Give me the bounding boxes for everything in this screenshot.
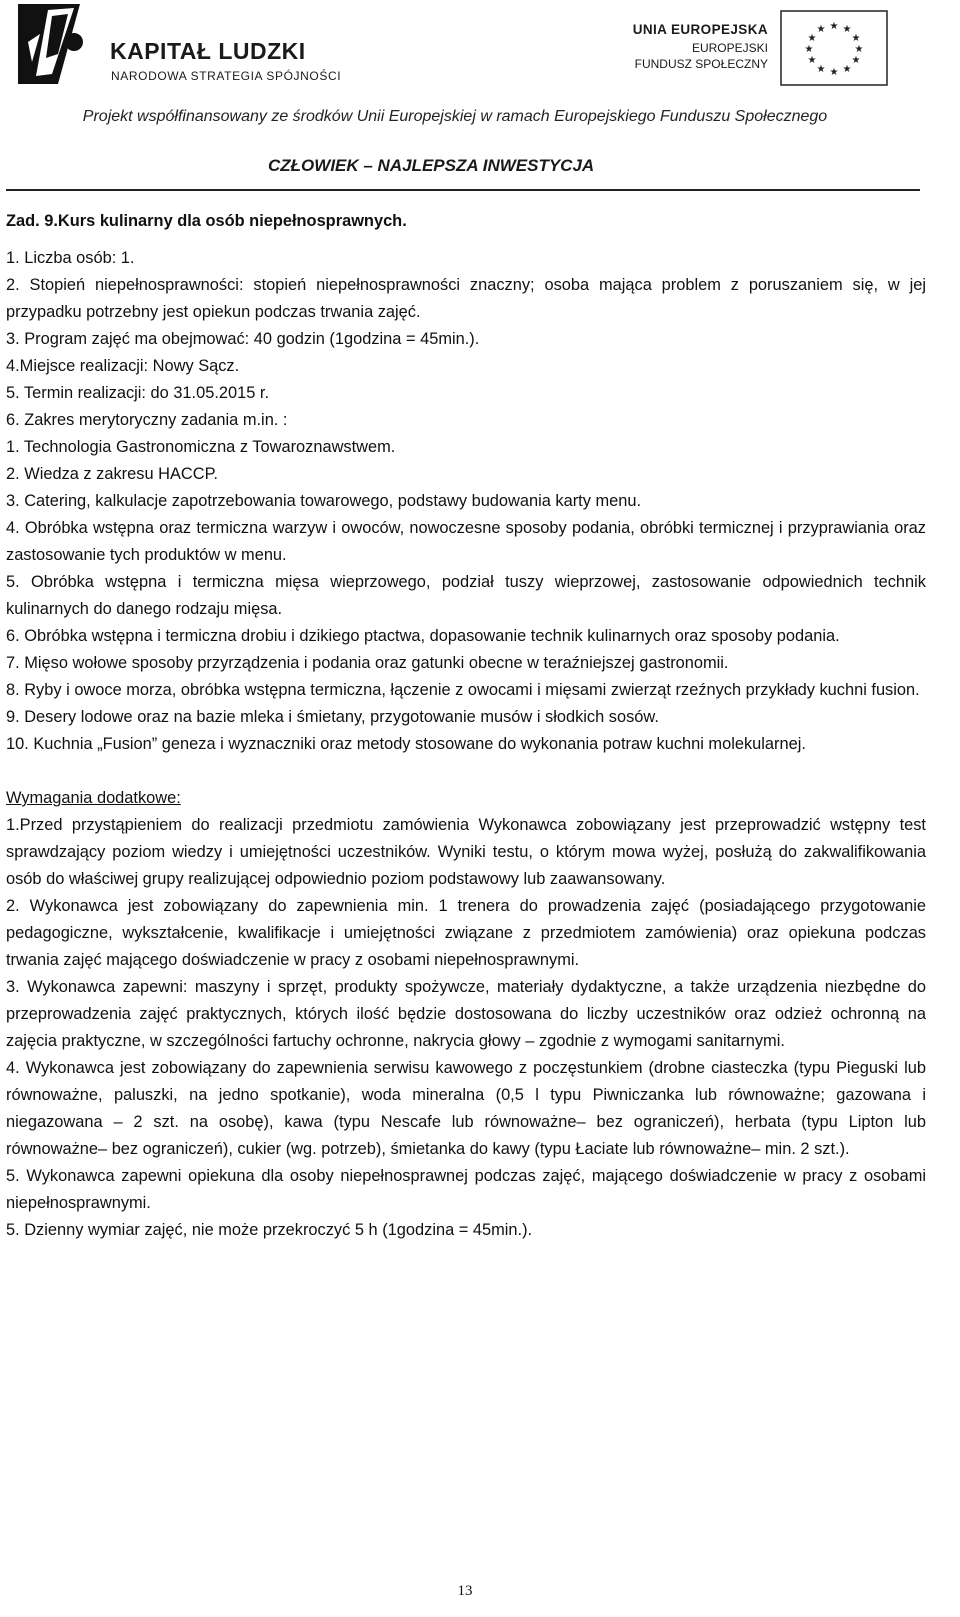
svg-text:★: ★ bbox=[807, 55, 817, 66]
scope-item: 6. Obróbka wstępna i termiczna drobiu i dzikiego ptactwa, dopasowanie technik kulinarnych oraz sposoby podania. bbox=[6, 627, 840, 645]
list-item: 1. Liczba osób: 1. bbox=[6, 249, 135, 267]
additional-requirements-heading: Wymagania dodatkowe: bbox=[6, 789, 181, 807]
svg-text:★: ★ bbox=[804, 44, 814, 55]
scope-item: 3. Catering, kalkulacje zapotrzebowania towarowego, podstawy budowania karty menu. bbox=[6, 492, 642, 510]
scope-item: 5. Obróbka wstępna i termiczna mięsa wieprzowego, podział tuszy wieprzowej, zastosowanie odpowiednich technik kulinarnych do danego rodzaju mięsa. bbox=[6, 573, 926, 618]
eu-name: UNIA EUROPEJSKA bbox=[632, 22, 768, 37]
paragraph-gap bbox=[6, 758, 926, 785]
scope-item: 7. Mięso wołowe sposoby przyrządzenia i podania oraz gatunki obecne w teraźniejszej gastronomii. bbox=[6, 654, 729, 672]
header-divider bbox=[6, 189, 920, 191]
scope-item: 8. Ryby i owoce morza, obróbka wstępna termiczna, łączenie z owocami i mięsami zwierząt rzeźnych przykłady kuchni fusion. bbox=[6, 681, 920, 699]
svg-text:★: ★ bbox=[816, 24, 826, 35]
kapital-ludzki-logo bbox=[18, 4, 342, 86]
scope-item: 9. Desery lodowe oraz na bazie mleka i śmietany, przygotowanie musów i słodkich sosów. bbox=[6, 708, 659, 726]
list-item: 3. Program zajęć ma obejmować: 40 godzin (1godzina = 45min.). bbox=[6, 330, 480, 348]
requirement-item: 4. Wykonawca jest zobowiązany do zapewnienia serwisu kawowego z poczęstunkiem (drobne ciasteczka (typu Pieguski lub równoważne, paluszki, na jedno spotkanie), woda mineralna (0,5 l typu Piwniczanka lub równoważne; gazowana i niegazowana – 2 szt. na osobę), kawa (typu Nescafe lub równoważne– bez ograniczeń), herbata (typu Lipton lub równoważne– bez ograniczeń), cukier (wg. potrzeb), śmietanka do kawy (typu Łaciate lub równoważne– min. 2 szt.). bbox=[6, 1059, 926, 1158]
eu-logo-text bbox=[618, 22, 768, 71]
list-item: 6. Zakres merytoryczny zadania m.in. : bbox=[6, 411, 288, 429]
project-cofinancing-line: Projekt współfinansowany ze środków Unii Europejskiej w ramach Europejskiego Funduszu Społecznego bbox=[82, 108, 828, 125]
motto: CZŁOWIEK – NAJLEPSZA INWESTYCJA bbox=[268, 156, 595, 175]
requirement-item: 1.Przed przystąpieniem do realizacji przedmiotu zamówienia Wykonawca zobowiązany jest przeprowadzić wstępny test sprawdzający poziom wiedzy i umiejętności uczestników. Wyniki testu, o którym mowa wyżej, posłużą do zakwalifikowania osób do właściwej grupy realizującej odpowiednio poziom podstawowy lub zaawansowany. bbox=[6, 816, 926, 888]
svg-text:★: ★ bbox=[851, 33, 861, 44]
svg-text:★: ★ bbox=[829, 21, 839, 32]
svg-text:★: ★ bbox=[842, 24, 852, 35]
page-number: 13 bbox=[457, 1583, 473, 1599]
svg-text:★: ★ bbox=[851, 55, 861, 66]
scope-item: 4. Obróbka wstępna oraz termiczna warzyw i owoców, nowoczesne sposoby podania, obróbki termicznej i przyprawiania oraz zastosowanie tych produktów w menu. bbox=[6, 519, 926, 564]
document-body bbox=[6, 208, 926, 1244]
fund-name-line1: EUROPEJSKI bbox=[691, 41, 768, 55]
kapital-ludzki-title: KAPITAŁ LUDZKI bbox=[110, 38, 306, 64]
list-item: 4.Miejsce realizacji: Nowy Sącz. bbox=[6, 357, 240, 375]
scope-item: 10. Kuchnia „Fusion” geneza i wyznaczniki oraz metody stosowane do wykonania potraw kuchni molekularnej. bbox=[6, 735, 806, 753]
requirement-item: 5. Dzienny wymiar zajęć, nie może przekroczyć 5 h (1godzina = 45min.). bbox=[6, 1221, 533, 1239]
requirement-item: 3. Wykonawca zapewni: maszyny i sprzęt, produkty spożywcze, materiały dydaktyczne, a także urządzenia niezbędne do przeprowadzenia zajęć praktycznych, których ilość będzie dostosowana do liczby uczestników oraz odzież ochronną na zajęcia praktyczne, w szczególności fartuchy ochronne, nakrycia głowy – zgodnie z wymogami sanitarnymi. bbox=[6, 978, 926, 1050]
scope-item: 1. Technologia Gastronomiczna z Towaroznawstwem. bbox=[6, 438, 396, 456]
svg-text:★: ★ bbox=[807, 33, 817, 44]
list-item: 5. Termin realizacji: do 31.05.2015 r. bbox=[6, 384, 270, 402]
list-item: 2. Stopień niepełnosprawności: stopień niepełnosprawności znaczny; osoba mająca problem z poruszaniem się, w jej przypadku potrzebny jest opiekun podczas trwania zajęć. bbox=[6, 276, 926, 321]
svg-text:★: ★ bbox=[816, 64, 826, 75]
scope-item: 2. Wiedza z zakresu HACCP. bbox=[6, 465, 218, 483]
kapital-ludzki-emblem-icon bbox=[18, 4, 102, 84]
fund-name-line2: FUNDUSZ SPOŁECZNY bbox=[634, 57, 768, 71]
eu-flag-icon bbox=[780, 10, 888, 86]
task-title: Zad. 9.Kurs kulinarny dla osób niepełnosprawnych. bbox=[6, 212, 407, 230]
requirement-item: 2. Wykonawca jest zobowiązany do zapewnienia min. 1 trenera do prowadzenia zajęć (posiadającego przygotowanie pedagogiczne, wykształcenie, kwalifikacje i umiejętności związane z przedmiotem zamówienia) oraz opiekuna podczas trwania zajęć mającego doświadczenie w pracy z osobami niepełnosprawnymi. bbox=[6, 897, 926, 969]
requirement-item: 5. Wykonawca zapewni opiekuna dla osoby niepełnosprawnej podczas zajęć, mającego doświadczenie w pracy z osobami niepełnosprawnymi. bbox=[6, 1167, 926, 1212]
svg-text:★: ★ bbox=[829, 67, 839, 78]
svg-text:★: ★ bbox=[854, 44, 864, 55]
svg-text:★: ★ bbox=[842, 64, 852, 75]
kapital-ludzki-subtitle: NARODOWA STRATEGIA SPÓJNOŚCI bbox=[111, 69, 342, 83]
